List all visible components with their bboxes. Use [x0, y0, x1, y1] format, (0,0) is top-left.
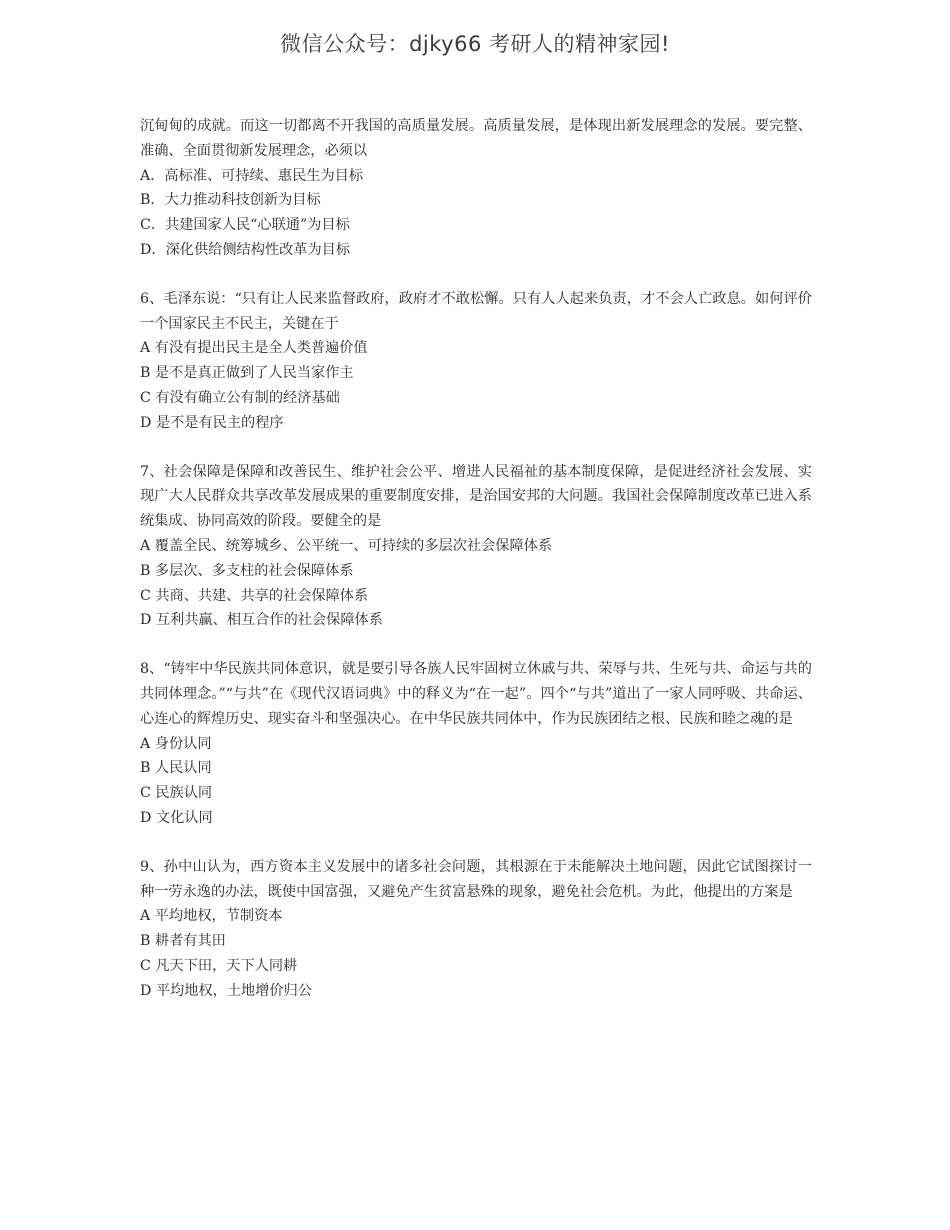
question-7: [140, 460, 812, 634]
option-b: B 人民认同: [140, 760, 212, 777]
option-list: [140, 336, 812, 435]
option-list: [140, 904, 812, 1003]
option-a: A．高标准、可持续、惠民生为目标: [140, 167, 364, 184]
option-d: D 互利共赢、相互合作的社会保障体系: [140, 612, 383, 629]
option-c: C 有没有确立公有制的经济基础: [140, 389, 340, 406]
question-8: [140, 657, 812, 831]
option-list: [140, 732, 812, 831]
option-a: A 平均地权，节制资本: [140, 908, 283, 925]
page-header: 微信公众号：djky66 考研人的精神家园!: [280, 32, 670, 56]
question-text: 6、毛泽东说：“只有让人民来监督政府，政府才不敢松懈。只有人人起来负责，才不会人亡政息。如何评价一个国家民主不民主，关键在于: [140, 290, 812, 332]
option-list: [140, 534, 812, 633]
option-d: D．深化供给侧结构性改革为目标: [140, 241, 351, 258]
option-c: C 民族认同: [140, 785, 213, 802]
option-a: A 身份认同: [140, 735, 212, 752]
question-text: 沉甸甸的成就。而这一切都离不开我国的高质量发展。高质量发展，是体现出新发展理念的发展。要完整、准确、全面贯彻新发展理念，必须以: [140, 118, 812, 159]
option-d: D 平均地权，土地增价归公: [140, 982, 312, 999]
option-a: A 有没有提出民主是全人类普遍价值: [140, 340, 368, 357]
option-b: B 耕者有其田: [140, 933, 226, 950]
option-list: [140, 164, 812, 263]
question-text: 8、“铸牢中华民族共同体意识，就是要引导各族人民牢固树立休戚与共、荣辱与共、生死与共、命运与共的共同体理念。”“与共”在《现代汉语词典》中的释义为“在一起”。四个“与共”道出了一家人同呼吸、共命运、心连心的辉煌历史、现实奋斗和坚强决心。在中华民族共同体中，作为民族团结之根、民族和睦之魂的是: [140, 661, 812, 727]
option-d: D 文化认同: [140, 809, 213, 826]
option-b: B 多层次、多支柱的社会保障体系: [140, 562, 354, 579]
option-b: B 是不是真正做到了人民当家作主: [140, 365, 354, 382]
question-text: 9、孙中山认为，西方资本主义发展中的诸多社会问题，其根源在于未能解决土地问题，因此它试图探讨一种一劳永逸的办法，既使中国富强，又避免产生贫富悬殊的现象，避免社会危机。为此，他提出的方案是: [140, 858, 812, 900]
question-9: [140, 855, 812, 1004]
option-c: C．共建国家人民“心联通”为目标: [140, 217, 350, 234]
option-a: A 覆盖全民、统筹城乡、公平统一、可持续的多层次社会保障体系: [140, 537, 553, 554]
option-c: C 共商、共建、共享的社会保障体系: [140, 587, 369, 604]
option-c: C 凡天下田，天下人同耕: [140, 957, 298, 974]
question-text: 7、社会保障是保障和改善民生、维护社会公平、增进人民福祉的基本制度保障，是促进经济社会发展、实现广大人民群众共享改革发展成果的重要制度安排，是治国安邦的大问题。我国社会保障制度改革已进入系统集成、协同高效的阶段。要健全的是: [140, 463, 812, 530]
option-b: B．大力推动科技创新为目标: [140, 192, 321, 209]
option-d: D 是不是有民主的程序: [140, 414, 284, 431]
document-body: [140, 114, 812, 1004]
question-6: [140, 287, 812, 436]
question-5-continuation: [140, 114, 812, 263]
